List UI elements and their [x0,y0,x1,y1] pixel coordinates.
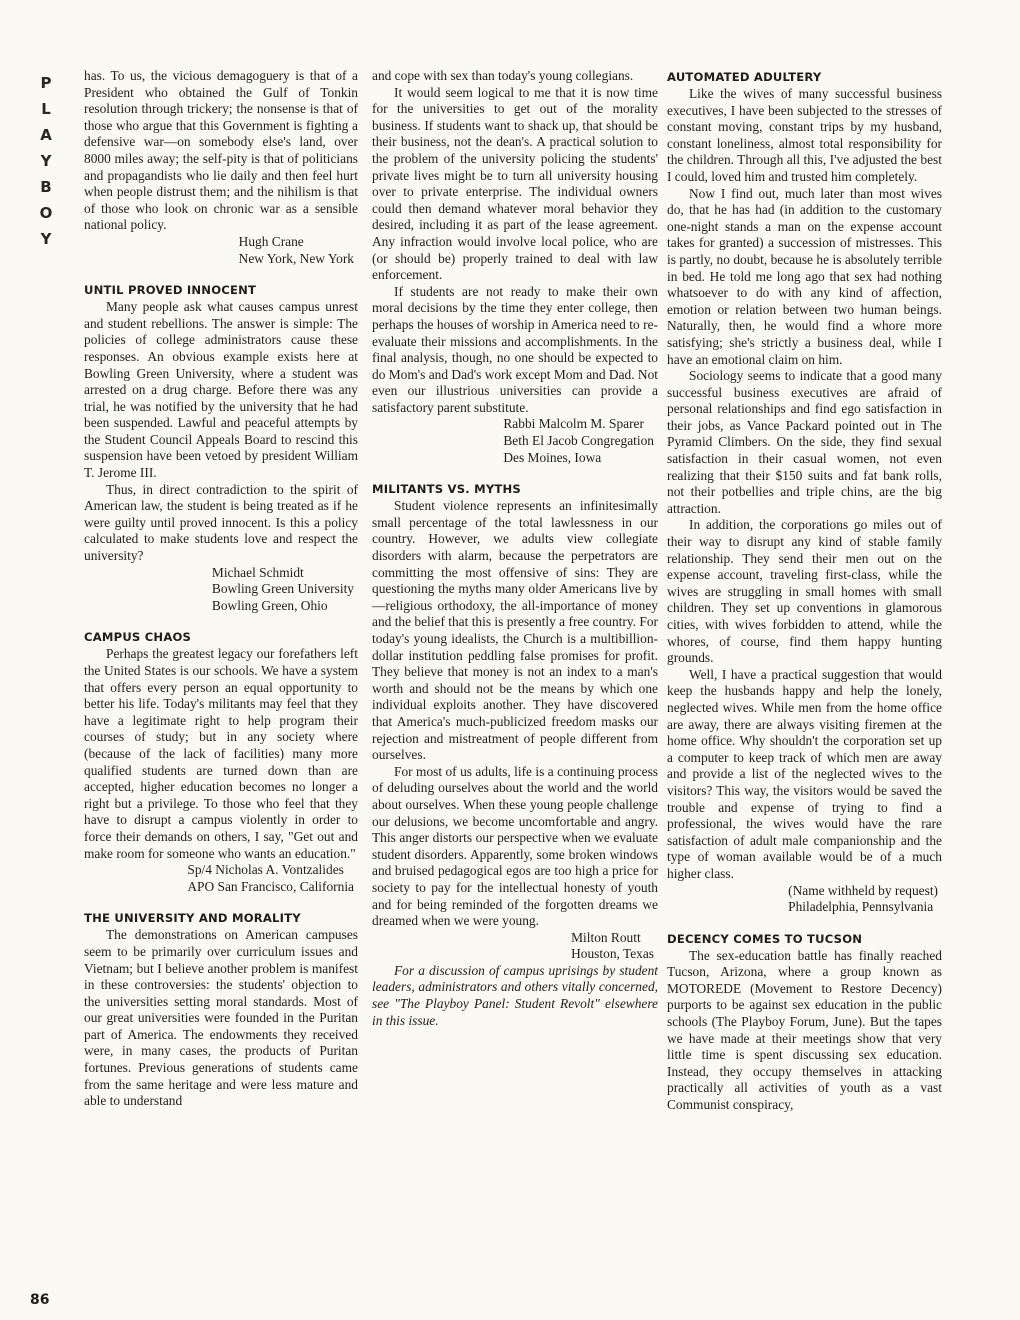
running-head-letter: O [39,204,53,222]
letter-paragraph: The sex-education battle has finally reached Tucson, Arizona, where a group known as MOTOREDE (Movement to Restore Decency) purports to be against sex education in the public schools (The Playboy Forum, June). But the tapes we have made at their meetings show that very little time is spent discussing sex education. Instead, they occupy themselves in attacking practically all activities of youth as a vast Communist conspiracy, [667,947,942,1113]
signature: Rabbi Malcolm M. Sparer Beth El Jacob Congregation Des Moines, Iowa [503,416,654,465]
letter-paragraph: Like the wives of many successful business executives, I have been subjected to the stresses of constant moving, constant trips by my husband, constant loneliness, almost total responsibility for the children. Through all this, I've adjusted the best I could, loved him and trusted him completely. [667,86,942,184]
signature: Hugh Crane New York, New York [238,233,354,266]
editor-note: For a discussion of campus uprisings by student leaders, administrators and others vitally concerned, see "The Playboy Panel: Student Revolt" elsewhere in this issue. [372,962,658,1028]
column-1 [84,68,358,1110]
column-2 [372,68,658,1029]
letter-paragraph: Student violence represents an infinitesimally small percentage of the total lawlessness in our country. However, we adults view collegiate disorders with alarm, because the perpetrators are committing the most offensive of sins: They are questioning the myths many older Americans live by—religious orthodoxy, the all-importance of money and the belief that this is presently a free country. For today's young idealists, the Church is a multibillion-dollar institution peddling false promises for profit. They believe that money is not an index to a man's worth and should not be the means by which one individual exploits another. They have discovered that America's much-publicized freedom masks our rejection and mistreatment of people different from ourselves. [372,498,658,763]
page-number: 86 [30,1292,50,1308]
running-head [32,76,60,258]
letter-paragraph: Many people ask what causes campus unrest and student rebellions. The answer is simple: The policies of college administrators cause these responses. An obvious example exists here at Bowling Green University, where a student was arrested on a drug charge. Before there was any trial, he was notified by the university that he had been suspended. Lawful and peaceful attempts by the Student Council Appeals Board to rescind this suspension have been vetoed by president William T. Jerome III. [84,299,358,481]
running-head-letter: P [40,74,52,92]
signature: Sp/4 Nicholas A. Vontzalides APO San Francisco, California [187,862,354,894]
signature: Michael Schmidt Bowling Green University Bowling Green, Ohio [211,564,354,613]
running-head-letter: Y [40,230,52,248]
letter-continuation: has. To us, the vicious demagoguery is that of a President who obtained the Gulf of Tonkin resolution through trickery; the nonsense is that of those who argue that this Government is fighting a defensive war—on somebody else's land, over 8000 miles away; the self-pity is that of politicians and propagandists who lie daily and then feel hurt when people distrust them; and the nihilism is that of those who look on chronic war as a sensible national policy. [84,68,358,233]
running-head-letter: A [40,126,52,144]
running-head-letter: L [41,100,51,118]
letter-paragraph: The demonstrations on American campuses seem to be primarily over curriculum issues and Vietnam; but I believe another problem is manifest in these controversies: the students' objection to the universities setting moral standards. Most of our great universities were founded in the Puritan part of America. The endowments they received were, in many cases, the products of Puritan fortunes. Previous generations of students came from the same heritage and were less mature and able to understand [84,927,358,1109]
letter-heading: DECENCY COMES TO TUCSON [667,931,863,946]
letter-heading: CAMPUS CHAOS [84,630,192,645]
letter-paragraph: In addition, the corporations go miles out of their way to disrupt any kind of stable family relationship. They send their men out on the expense account, traveling first-class, while the wives are struggling in small homes with small children. They set up conventions in glamorous cities, with wives forbidden to attend, while the whores, of course, find them happy hunting grounds. [667,517,942,666]
letter-heading: AUTOMATED ADULTERY [667,70,822,84]
letter-paragraph: For most of us adults, life is a continuing process of deluding ourselves about the world and the world about ourselves. When these young people challenge our delusions, we become uncomfortable and angry. This anger distorts our perspective when we evaluate student disorders. Apparently, some broken windows and bruised pedagogical egos are too high a price for society to pay for the intellectual honesty of youth and for being reminded of the forgotten dreams we dreamed when we were young. [372,763,658,929]
letter-paragraph: It would seem logical to me that it is now time for the universities to get out of the morality business. If students want to shack up, that should be their business, not the dean's. A practical solution to the problem of the university policing the students' private lives might be to turn all university housing over to private enterprise. The individual owners could then demand whatever moral behavior they desired, including it as part of the lease agreement. Any infraction would involve local police, who are (or should be) properly trained to deal with law enforcement. [372,84,658,283]
signature: Milton Routt Houston, Texas [571,929,654,962]
letter-paragraph: Perhaps the greatest legacy our forefathers left the United States is our schools. We have a system that offers every person an equal opportunity to better his life. Today's militants may feel that they have a legitimate right to help program their courses of study; but in any society where (because of the lack of facilities) many more qualified students are turned down than are accepted, higher education becomes no longer a right but a privilege. To those who feel that they have to disrupt a campus violently in order to force their demands on others, I say, "Get out and make room for someone who wants an education." [84,646,358,861]
letter-heading: UNTIL PROVED INNOCENT [84,283,257,298]
letter-continuation: and cope with sex than today's young collegians. [372,68,634,83]
column-3 [667,68,942,1114]
letter-paragraph: Thus, in direct contradiction to the spirit of American law, the student is being treated as if he were guilty until proved innocent. Is this a policy calculated to make students love and respect the university? [84,481,358,564]
letter-heading: MILITANTS VS. MYTHS [372,482,521,497]
running-head-letter: Y [40,152,52,170]
signature: (Name withheld by request) Philadelphia, Pennsylvania [788,882,938,915]
running-head-letter: B [40,178,52,196]
letter-heading: THE UNIVERSITY AND MORALITY [84,911,301,926]
letter-paragraph: Well, I have a practical suggestion that would keep the husbands happy and help the lonely, neglected wives. While men from the home office are away, there are always visiting firemen at the home office. Why shouldn't the corporation set up a computer to keep track of which men are away and provide a list of the neglected wives to the visitors? This way, the visitors would be saved the trouble and expense of trying to find a professional, the wives would have the rare satisfaction of adult male companionship and the type of woman available would be of a much higher class. [667,666,942,881]
letter-paragraph: Sociology seems to indicate that a good many successful business executives are afraid of personal relationships and find ego satisfaction in their jobs, as Vance Packard pointed out in The Pyramid Climbers. On the side, they find sexual satisfaction in their casual women, not even realizing that their $150 suits and fat bank rolls, not their potbellies and triple chins, are the big attraction. [667,368,942,516]
letter-paragraph: Now I find out, much later than most wives do, that he has had (in addition to the customary one-night stands a man on the expense account takes for granted) a succession of mistresses. This is partly, no doubt, because he is absolutely terrible in bed. He told me long ago that sex had nothing whatsoever to do with any kind of affection, emotion or relation between two human beings. Naturally, then, he would find a whore more satisfying; she's strictly a business deal, while I have an emotional claim on him. [667,185,942,367]
letter-paragraph: If students are not ready to make their own moral decisions by the time they enter college, then perhaps the houses of worship in America need to re-evaluate their missions and accomplishments. In the final analysis, though, no one should be expected to do Mom's and Dad's work except Mom and Dad. Not even our illustrious universities can provide a satisfactory parent substitute. [372,283,658,415]
